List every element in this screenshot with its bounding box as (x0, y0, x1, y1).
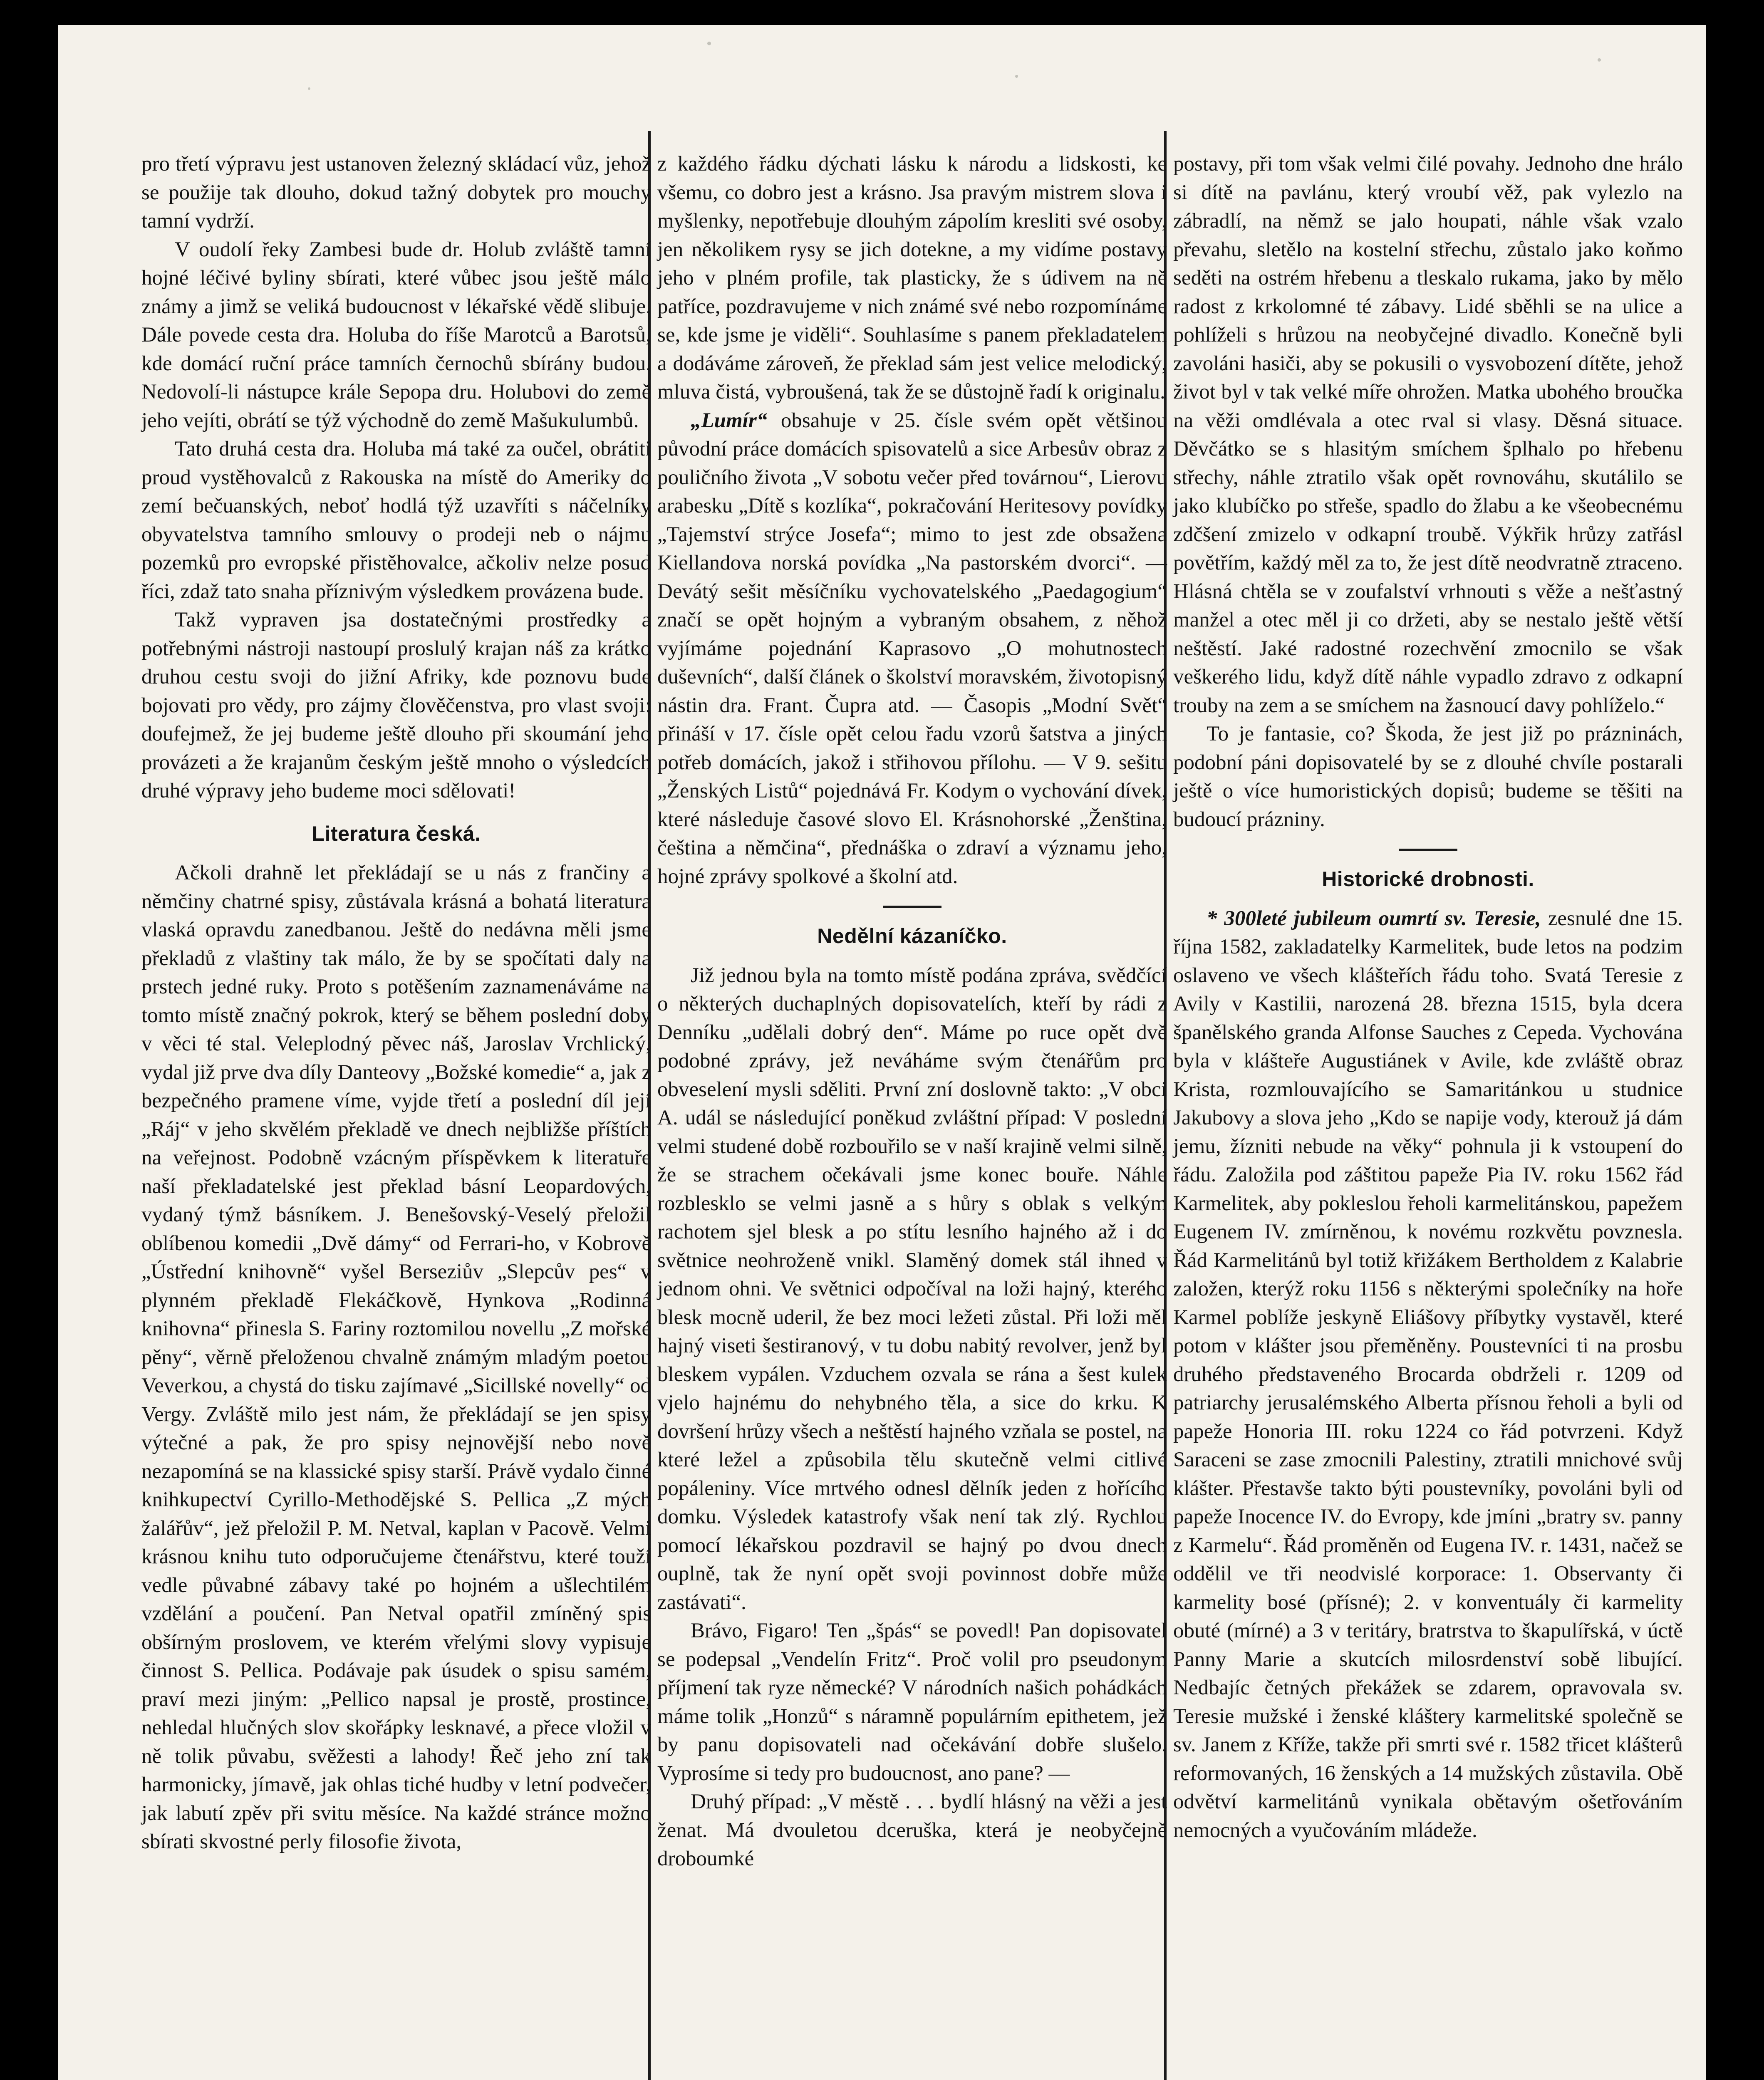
paragraph (657, 406, 1167, 891)
section-separator (883, 906, 941, 908)
paragraph-text: zesnulé dne 15. října 1582, zakladatelky Karmelitek, bude letos na podzim oslaveno ve všech klášteřích řádu toho. Svatá Teresie z Avily v Kastilii, narozená 28. března 1515, byla dcera španělského granda Alfonse Sauches z Cepeda. Vychována byla v klášteře Augustiánek v Avile, kde zvláště obraz Krista, rozmlouvajícího se Samaritánkou u studnice Jakubovy a slova jeho „Kdo se napije vody, kterouž já dám jemu, žízniti nebude na věky“ pohnula ji k vstoupení do řádu. Založila pod záštitou papeže Pia IV. roku 1562 řád Karmelitek, aby pokleslou řeholi karmelitánskou, papežem Eugenem IV. zmírněnou, k novému rozkvětu povznesla. Řád Karmelitánů byl totiž křižákem Bertholdem z Kalabrie založen, kterýž roku 1156 s některými společníky na hoře Karmel poblíže jeskyně Eliášovy příbytky vystavěl, které potom v klášter jsou přeměněny. Poustevníci ti na prosbu druhého představeného Brocarda obdrželi r. 1209 od patriarchy jerusalémského Alberta přísnou řeholi a byli od papeže Honoria III. roku 1224 co řád potvrzeni. Když Saraceni se zase zmocnili Palestiny, ztratili mnichové svůj klášter. Přestavše takto býti poustevníky, povoláni byli od papeže Inocence IV. do Evropy, kde jmíni „bratry sv. panny z Karmelu“. Řád proměněn od Eugena IV. r. 1431, načež se oddělil ve tři neodvislé korporace: 1. Observanty či karmelity bosé (přísné); 2. v konventuály či karmelity obuté (mírné) a 3 v teritáry, bratrstva to škapulířská, v úctě Panny Marie a skutcích milosrdenství sobě libující. Nedbajíc četných překážek se zdarem, opravovala sv. Teresie mužské i ženské kláštery karmelitské společně se sv. Janem z Kříže, takže při smrti své r. 1582 třicet klášterů reformovaných, 16 ženských a 14 mužských zůstavila. Obě odvětví karmelitánů vynikala obětavým ošetřováním nemocných a vyučováním mládeže. (1173, 906, 1683, 1842)
column-middle (657, 150, 1167, 1873)
paragraph: To je fantasie, co? Škoda, že jest již po prázninách, podobní páni dopisovatelé by se z dlouhé chvíle postarali ještě o více humoristických dopisů; budeme se těšiti na budoucí prázniny. (1173, 722, 1683, 831)
paragraph: z každého řádku dýchati lásku k národu a lidskosti, ke všemu, co dobro jest a krásno. Jsa pravým mistrem slova i myšlenky, nepotřebuje dlouhým zápolím kresliti své osoby, jen několikem rysy se jich dotekne, a my vidíme postavy jeho v plném profile, tak plasticky, že s údivem na ně patříce, pozdravujeme v nich známé své nebo rozpomínáme se, kde jsme je viděli“. Souhlasíme s panem překladatelem a dodáváme zároveň, že překlad sám jest velice melodický, mluva čistá, vybroušená, tak že se důstojně řadí k originalu. (657, 152, 1167, 404)
paper-speck (1598, 58, 1601, 62)
paragraph-text: obsahuje v 25. čísle svém opět většinou původní práce domácích spisovatelů a sice Arbesův obraz z pouličního života „V sobotu večer před továrnou“, Lierovu arabesku „Dítě s kozlíka“, pokračování Heritesovy povídky „Tajemství strýce Josefa“; mimo to jest zde obsažena Kiellandova norská povídka „Na pastorském dvorci“. — Devátý sešit měsíčníku vychovatelského „Paedagogium“ značí se opět hojným a vybraným obsahem, z něhož vyjímáme pojednání Kaprasovo „O mohutnostech duševních“, další článek o školství moravském, životopisný nástin dra. Frant. Čupra atd. — Časopis „Modní Svět“ přináší v 17. čísle opět celou řadu vzorů šatstva a jiných potřeb domácích, jakož i střihovou přílohu. — V 9. sešitu „Ženských Listů“ pojednává Fr. Kodym o vychování dívek, které následuje časové slovo El. Krásnohorské „Ženština, čeština a němčina“, přednáška o zdraví a významu jeho, hojné zprávy spolkové a školní atd. (657, 409, 1167, 888)
paper-speck (1015, 75, 1018, 78)
section-heading-historicke: Historické drobnosti. (1322, 867, 1534, 891)
section-separator (1399, 849, 1457, 851)
newspaper-page (58, 25, 1706, 2080)
paragraph: Druhý případ: „V městě . . . bydlí hlásný na věži a jest ženat. Má dvouletou dceruška, která je neobyčejně droboumké (657, 1790, 1167, 1870)
paragraph: Již jednou byla na tomto místě podána zpráva, svědčící o některých duchaplných dopisovatelích, kteří by rádi z Denníku „udělali dobrý den“. Máme po ruce opět dvě podobné zprávy, jež neváháme svým čtenářům pro obveselení mysli sděliti. První zní doslovně takto: „V obci A. udál se následující poněkud zvláštní případ: V poslední velmi studené době rozbouřilo se v naší krajině velmi silně, že se strachem očekávali jsme konec bouře. Náhle rozblesklo se velmi jasně a s hůry s oblak s velkým rachotem sjel blesk a po stítu lesního hajného až i do světnice neohroženě vnikl. Slaměný domek stál ihned v jednom ohni. Ve světnici odpočíval na loži hajný, kterého blesk mocně uderil, že bez moci ležeti zůstal. Při loži měl hajný viseti šestiranový, v tu dobu nabitý revolver, jenž byl bleskem vypálen. Vzduchem ozvala se rána a šest kulek vjelo hajnému do nehybného těla, a sice do krku. K dovršení hrůzy všech a neštěstí hajného vzňala se postel, na které ležel a způsobila tělu skutečně velmi citlivé popáleniny. Více mrtvého odnesl dělník jeden z hořícího domku. Výsledek katastrofy však není tak zlý. Rychlou pomocí lékařskou pozdravil se hajný po dvou dnech ouplně, tak že nyní opět svoji povinnost dobře může zastávati“. (657, 963, 1167, 1614)
article-lead: * 300leté jubileum oumrtí sv. Teresie, (1207, 906, 1541, 930)
paragraph: Ačkoli drahně let překládají se u nás z frančiny a němčiny chatrné spisy, zůstávala krásná a bohatá literatura vlaská opravdu zanedbanou. Ještě do nedávna měli jsme překladů z vlaštiny tak málo, že by se spočítati daly na prstech jedné ruky. Proto s potěšením zaznamenáváme na tomto místě značný pokrok, který se během poslední doby v věci té stal. Veleplodný pěvec náš, Jaroslav Vrchlický, vydal již prve dva díly Danteovy „Božské komedie“ a, jak z bezpečného pramene víme, vyjde třetí a poslední díl její „Ráj“ v jeho skvělém překladě ve dnech nejbližše příštích na veřejnost. Podobně vzácným příspěvkem k literatuře naší překladatelské jest překlad básní Leopardových, vydaný týmž básníkem. J. Benešovský-Veselý přeložil oblíbenou komedii „Dvě dámy“ od Ferrari-ho, v Kobrově „Ústřední knihovně“ vyšel Berseziův „Slepcův pes“ v plynném překladě Flekáčkově, Hynkova „Rodinná knihovna“ přinesla S. Fariny roztomilou novellu „Z mořské pěny“, věrně přeloženou chvalně známým mladým poetou Veverkou, a chystá do tisku zajímavé „Sicillské novelly“ od Vergy. Zvláště milo jest nám, že překládají se jen spisy výtečné a pak, že pro spisy nejnovější nebo nově nezapomíná se na klassické spisy starší. Právě vydalo činné knihkupectví Cyrillo-Methodějské S. Pellica „Z mých žalářův“, jež přeložil P. M. Netval, kaplan v Pacově. Velmi krásnou knihu tuto odporučujeme čtenářstvu, které touží vedle půvabné zábavy také po hojném a ušlechtilém vzdělání a poučení. Pan Netval opatřil zmíněný spis obšírným proslovem, ve kterém vřelými slovy vypisuje činnost S. Pellica. Podávaje pak úsudek o spisu samém, praví mezi jiným: „Pellico napsal je prostě, prostince, nehledal hlučných slov skořápky lesknavé, a přece vložil v ně tolik půvabu, svěžesti a lahody! Řeč jeho zní tak harmonicky, jímavě, jak ohlas tiché hudby v letní podvečer, jak labutí zpěv při svitu měsíce. Na každé stránce možno sbírati skvostné perly filosofie života, (141, 861, 651, 1853)
paragraph: postavy, při tom však velmi čilé povahy. Jednoho dne hrálo si dítě na pavlánu, který vroubí věž, pak vylezlo na zábradlí, na němž se jalo houpati, náhle však vzalo převahu, sletělo na kostelní střechu, zůstalo jako koňmo seděti na ostrém hřebenu a tleskalo rukama, jako by mělo radost z krkolomné té zábavy. Lidé sběhli se na ulice a pohlíželi s hrůzou na neobyčejné divadlo. Konečně byli zavoláni hasiči, aby se pokusili o vysvobození dítěte, jehož život byl v tak velké míře ohrožen. Matka ubohého broučka na věži omdlévala a otec rval si vlasy. Děsná situace. Děvčátko se s hlasitým smíchem šplhalo po hřebenu střechy, náhle ztratilo však opět rovnováhu, skutálilo se jako klubíčko po střeše, spadlo do žlabu a ke všeobecnému zdčšení zmizelo v odkapní troubě. Výkřik hrůzy zatřásl povětřím, každý měl za to, že jest dítě neodvratně ztraceno. Hlásná chtěla se v zoufalství vrhnouti s věže a nešťastný manžel a otec měl ji co držeti, aby se nestalo ještě větší neštěstí. Jaké radostné rozechvění zmocnilo se však veškerého lidu, když dítě náhle vypadlo zdravo z odkapní trouby na zem a se smíchem na žasnoucí davy pohlíželo.“ (1173, 152, 1683, 717)
column-right (1173, 150, 1683, 1845)
paragraph: V oudolí řeky Zambesi bude dr. Holub zvláště tamní hojné léčivé byliny sbírati, které vůbec jsou ještě málo známy a jimž se veliká budoucnost v lékařské vědě slibuje. Dále povede cesta dra. Holuba do říše Marotců a Barotsů, kde domácí ruční práce tamních černochů sbírány budou. Nedovolí-li nástupce krále Sepopa dru. Holubovi do země jeho vejíti, obrátí se týž východně do země Mašukulumbů. (141, 238, 651, 432)
paragraph (1173, 904, 1683, 1845)
paragraph: Brávo, Figaro! Ten „špás“ se povedl! Pan dopisovatel se podepsal „Vendelín Fritz“. Proč volil pro pseudonym příjmení tak ryze německé? V národních našich pohádkách máme tolik „Honzů“ s náramně populárním epithetem, jež by panu dopisovateli nad očekávání dobře slušelo. Vyprosíme si tedy pro budoucnost, ano pane? — (657, 1619, 1167, 1785)
periodical-title: „Lumír“ (691, 409, 768, 432)
paper-speck (707, 42, 711, 45)
column-left (141, 150, 651, 1856)
section-heading-kazanicko: Nedělní kázaníčko. (817, 924, 1007, 948)
paragraph: Tato druhá cesta dra. Holuba má také za oučel, obrátiti proud vystěhovalců z Rakouska na místě do Ameriky do zemí bečuanských, neboť hodlá týž uzavříti s náčelníky obyvatelstva tamního smlouvy o prodeji neb o nájmu pozemků pro evropské přistěhovalce, ačkoliv nelze posud říci, zdaž tato snaha příznivým výsledkem provázena bude. (141, 437, 651, 603)
section-heading-literatura: Literatura česká. (312, 822, 481, 845)
paragraph: pro třetí výpravu jest ustanoven železný skládací vůz, jehož se použije tak dlouho, dokud tažný dobytek pro mouchy tamní vydrží. (141, 152, 651, 233)
paper-speck (308, 87, 310, 90)
paragraph: Takž vypraven jsa dostatečnými prostředky a potřebnými nástroji nastoupí proslulý krajan náš za krátko druhou cestu svoji do jižní Afriky, kde poznovu bude bojovati pro vědy, pro zájmy člověčenstva, pro vlast svoji: doufejmež, že jej budeme ještě dlouho při skoumání jeho provázeti a že krajanům českým ještě mnoho o výsledcích druhé výpravy jeho budeme moci sdělovati! (141, 608, 651, 802)
